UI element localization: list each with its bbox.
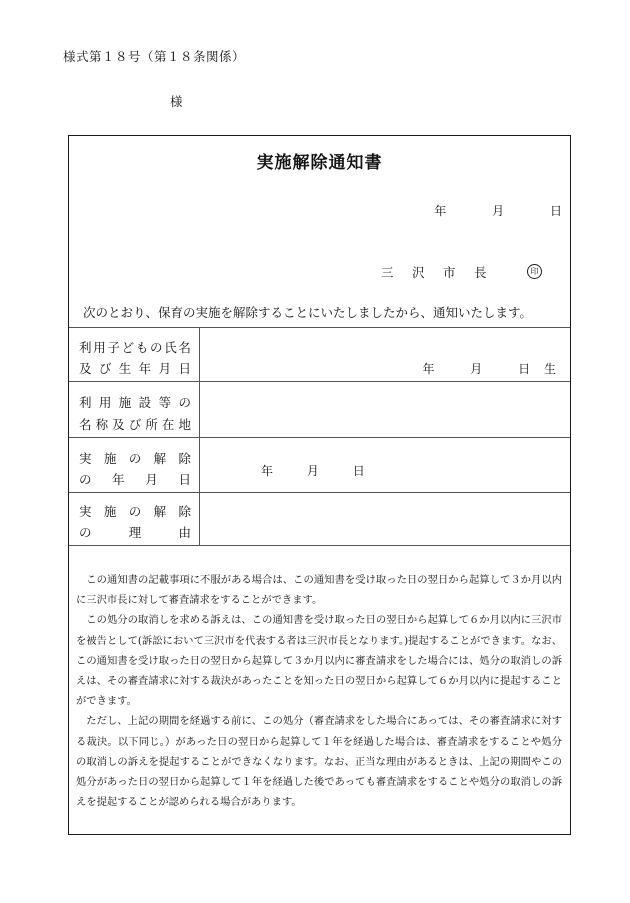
birth-day: 日 xyxy=(518,362,531,376)
addressee-suffix: 様 xyxy=(170,94,183,109)
label-line: の 理 由 xyxy=(79,525,191,540)
label-line: 利 用 施 設 等 の xyxy=(79,395,191,410)
termination-month: 月 xyxy=(306,464,319,478)
issue-date-month: 月 xyxy=(492,204,505,218)
label-line: 及 び 生 年 月 日 xyxy=(79,361,191,376)
row-label xyxy=(69,493,200,546)
reason-field[interactable] xyxy=(201,493,570,546)
label-line: 実 施 の 解 除 xyxy=(79,451,191,466)
table-row xyxy=(69,492,570,546)
notice-form xyxy=(68,135,571,835)
appeal-notice xyxy=(76,570,562,812)
table-row xyxy=(69,437,570,493)
birth-date-field[interactable] xyxy=(201,328,570,382)
label-line: の 年 月 日 xyxy=(79,472,191,487)
termination-day: 日 xyxy=(352,464,365,478)
row-label xyxy=(69,382,200,438)
notice-paragraph: この通知書の記載事項に不服がある場合は、この通知書を受け取った日の翌日から起算して３か月以内に三沢市長に対して審査請求をすることができます。 xyxy=(76,574,562,607)
label-line: 利 用 子 ど も の 氏 名 xyxy=(79,340,191,355)
issuer: 三 沢 市 長 xyxy=(381,265,490,280)
notice-paragraph: ただし、上記の期間を経過する前に、この処分（審査請求をした場合にあっては、その審査請求に対する裁決。以下同じ。）があった日の翌日から起算して１年を経過した場合は、審査請求をすることや処分の取消しの訴えを提起することができなくなります。なお、正当な理由があるときは、上記の期間やこの処分があった日の翌日から起算して１年を経過した後であっても審査請求をすることや処分の取消しの訴えを提起することが認められる場合があります。 xyxy=(76,715,562,809)
table-row xyxy=(69,381,570,438)
issue-date xyxy=(412,202,562,219)
termination-date-field[interactable] xyxy=(201,438,570,493)
birth-year: 年 xyxy=(422,362,435,376)
issue-date-day: 日 xyxy=(549,204,562,218)
seal-mark: 印 xyxy=(527,264,542,279)
label-line: 実 施 の 解 除 xyxy=(79,504,191,519)
document-title: 実施解除通知書 xyxy=(256,153,383,173)
birth-month: 月 xyxy=(470,362,483,376)
issue-date-year: 年 xyxy=(434,204,447,218)
row-label xyxy=(69,438,200,493)
row-label xyxy=(69,328,200,382)
intro-text: 次のとおり、保育の実施を解除することにいたしましたから、通知いたします。 xyxy=(83,305,533,320)
termination-year: 年 xyxy=(261,464,274,478)
table-row xyxy=(69,327,570,382)
facility-field[interactable] xyxy=(201,382,570,438)
birth-suffix: 生 xyxy=(543,362,556,376)
label-line: 名 称 及 び 所 在 地 xyxy=(79,417,191,432)
form-number: 様式第１８号（第１８条関係） xyxy=(63,49,246,64)
notice-paragraph: この処分の取消しを求める訴えは、この通知書を受け取った日の翌日から起算して６か月以内に三沢市を被告として(訴訟において三沢市を代表する者は三沢市長となります。)提起することができます。なお、この通知書を受け取った日の翌日から起算して３か月以内に審査請求をした場合には、処分の取消しの訴えは、その審査請求に対する裁決があったことを知った日の翌日から起算して６か月以内に提起することができます。 xyxy=(76,614,562,708)
section-divider xyxy=(69,545,570,546)
